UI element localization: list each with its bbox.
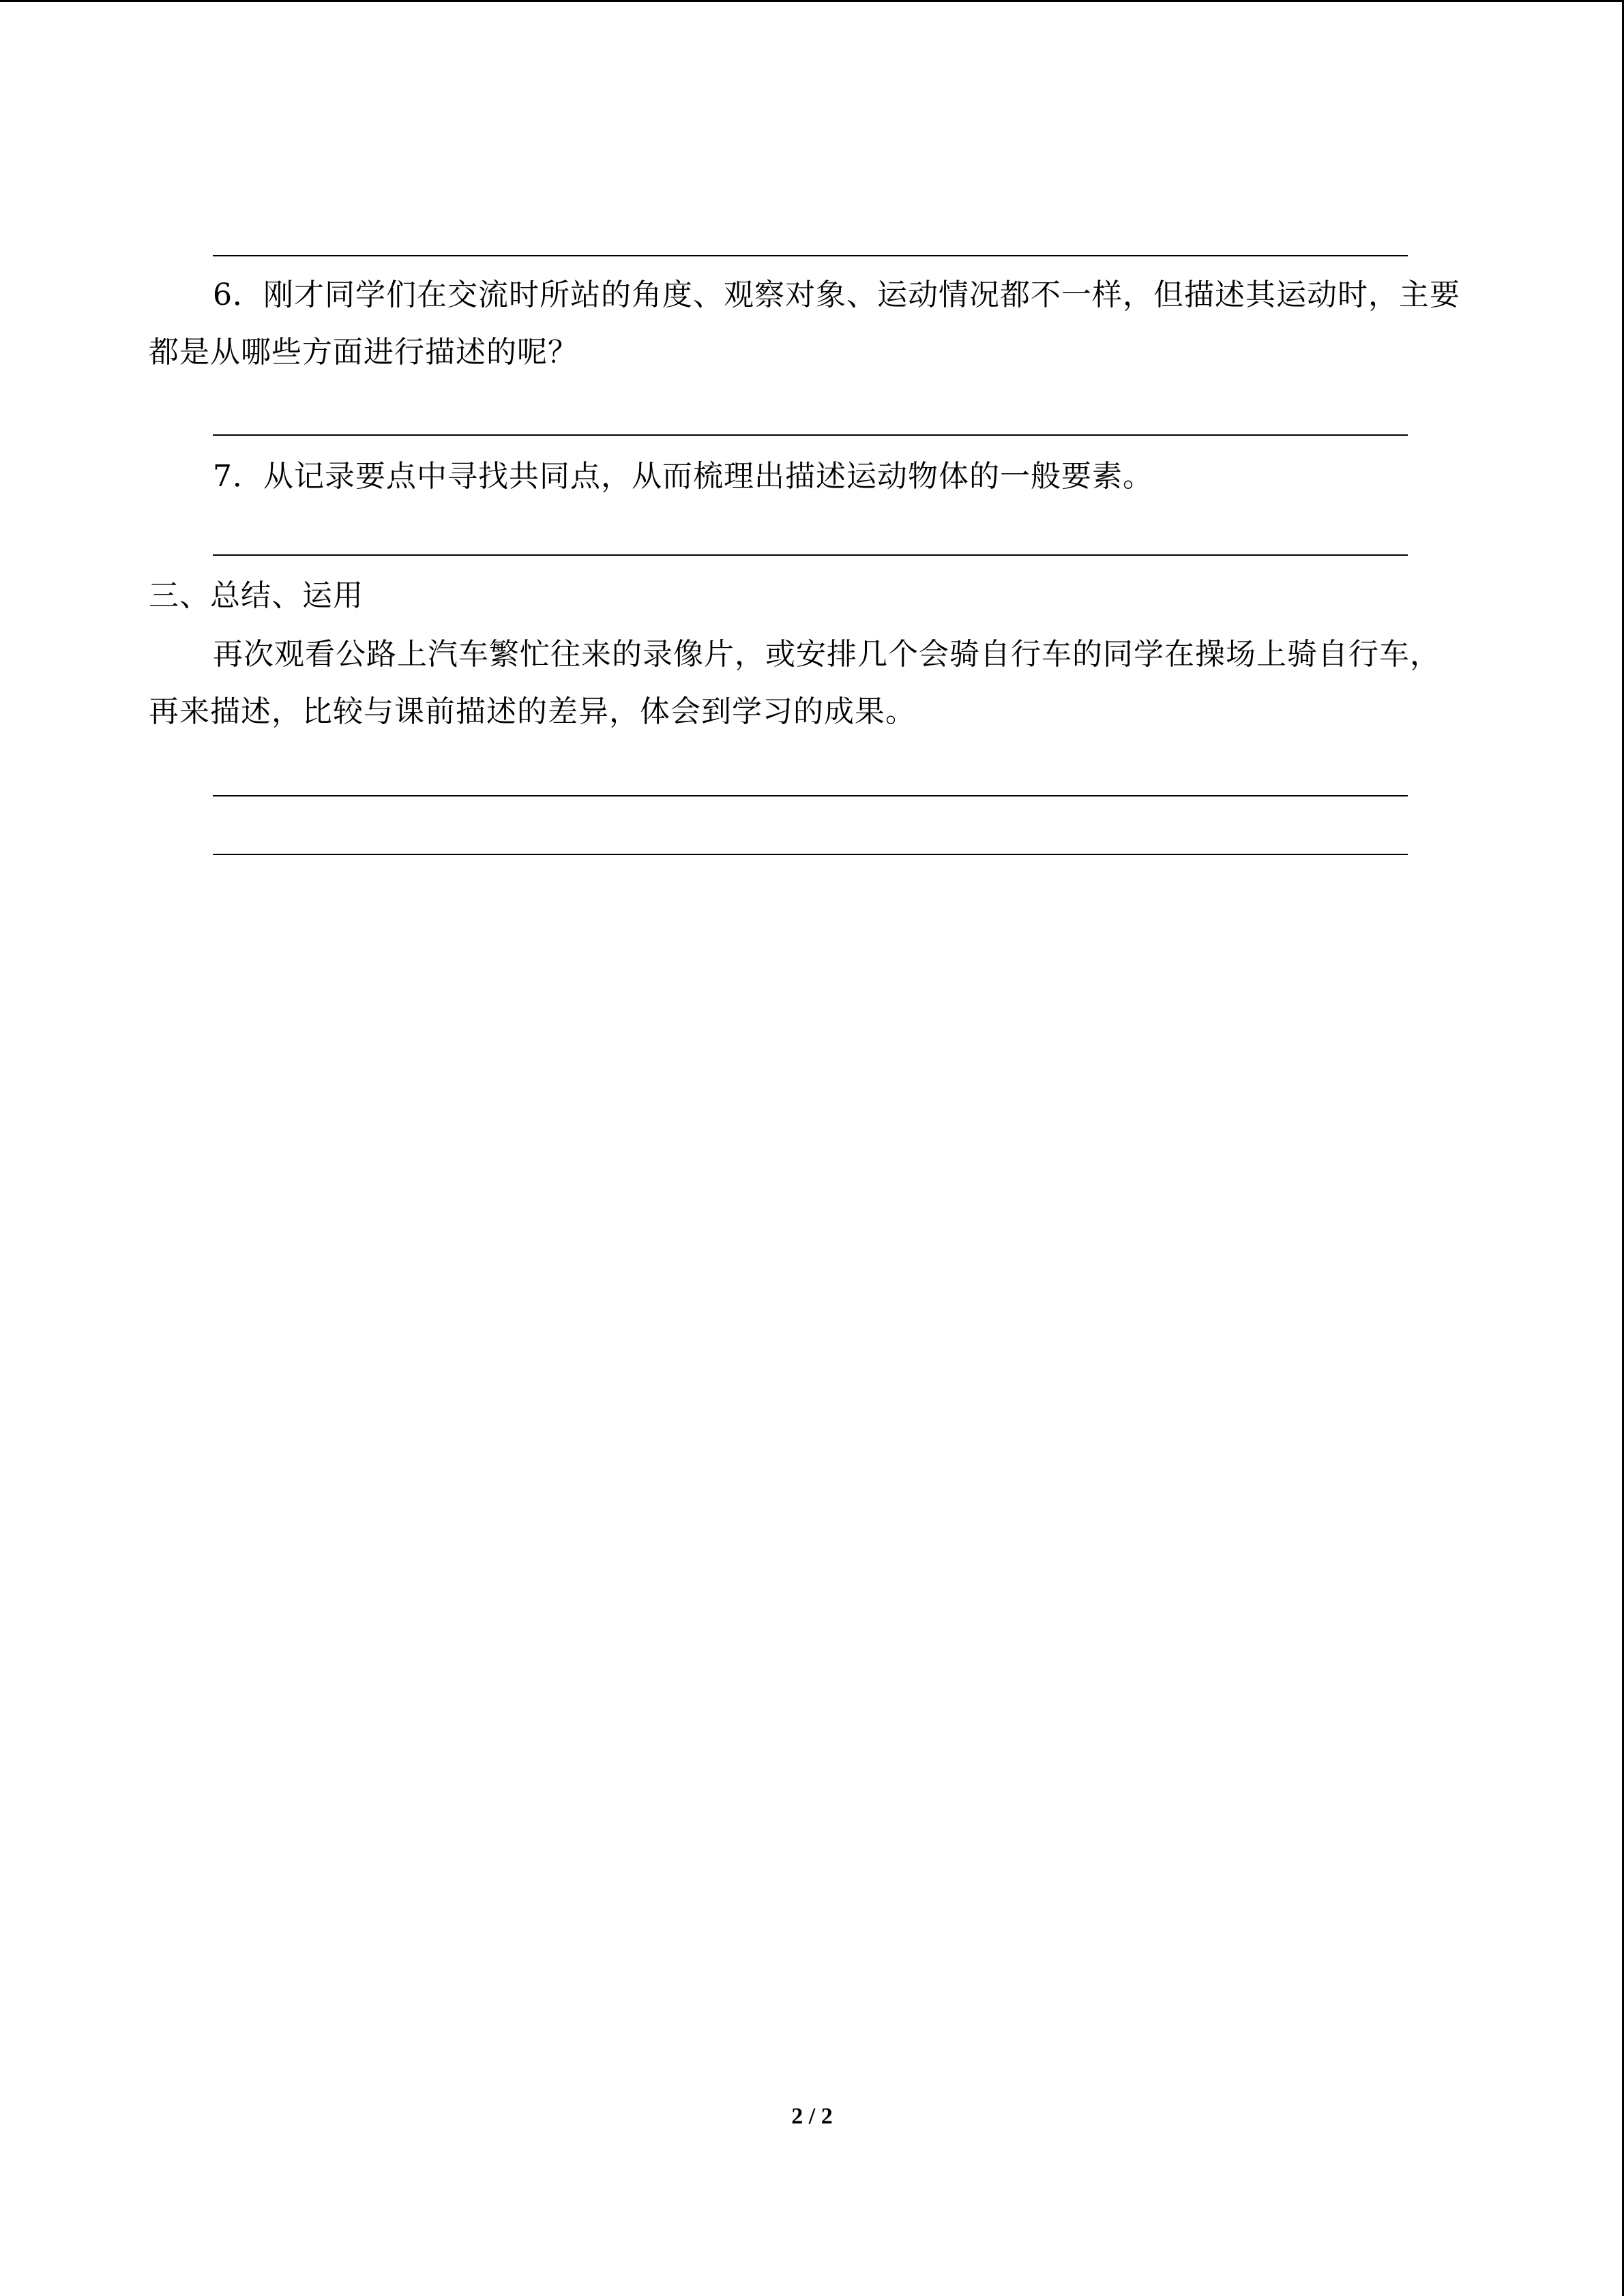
answer-line xyxy=(213,554,1408,556)
section-3-heading: 三、总结、运用 xyxy=(149,578,364,613)
answer-line xyxy=(213,795,1408,796)
page-number: 2 / 2 xyxy=(791,2104,833,2129)
answer-line xyxy=(213,854,1408,855)
answer-line xyxy=(213,434,1408,436)
question-6-text: 6．刚才同学们在交流时所站的角度、观察对象、运动情况都不一样，但描述其运动时，主要都是从哪些方面进行描述的呢？ xyxy=(149,278,1460,370)
page-top-border xyxy=(0,0,1624,2)
answer-line xyxy=(213,255,1408,256)
question-7-text: 7．从记录要点中寻找共同点，从而梳理出描述运动物体的一般要素。 xyxy=(213,459,1153,494)
section-3-body: 再次观看公路上汽车繁忙往来的录像片，或安排几个会骑自行车的同学在操场上骑自行车，再来描述，比较与课前描述的差异，体会到学习的成果。 xyxy=(149,637,1441,729)
